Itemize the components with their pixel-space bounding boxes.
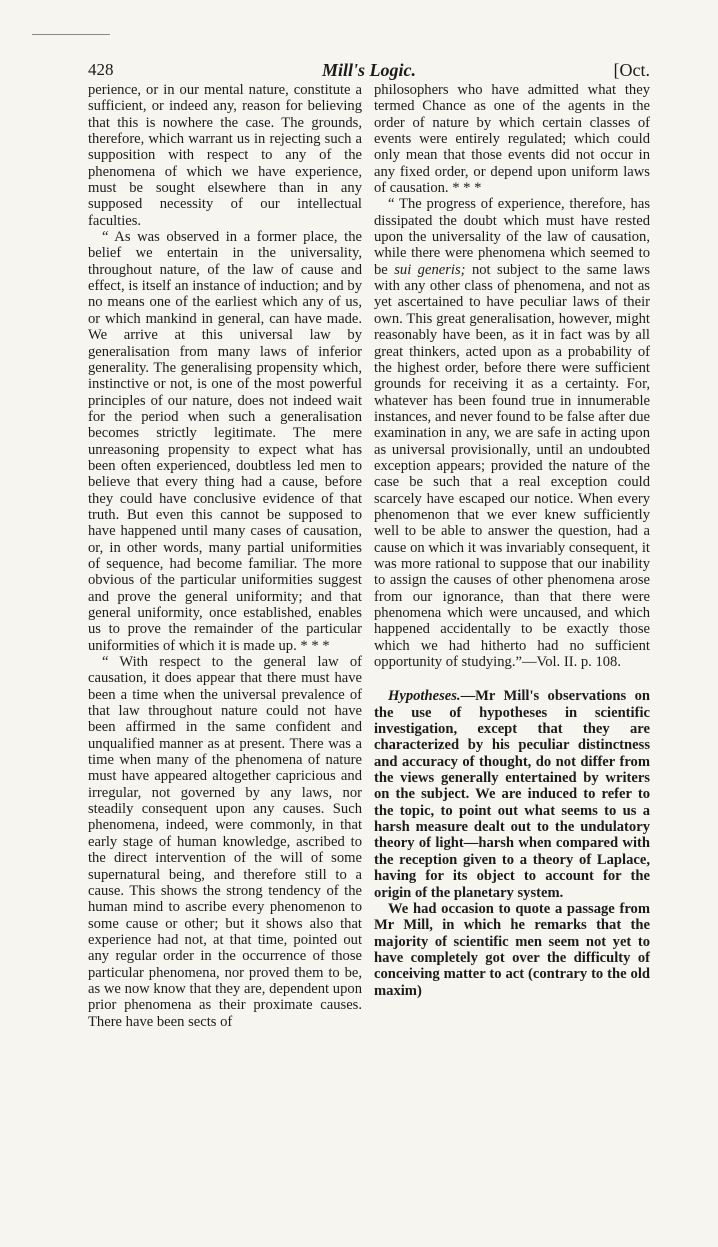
section-heading-hypotheses: Hypotheses. xyxy=(388,688,461,705)
paragraph-chance: philosophers who have admitted what they termed Chance as one of the agents in the order of nature by which certain classes of events were entirely regulated; which could only mean that those events did not occur in any fixed order, or depend upon uniform laws of causation. * * * xyxy=(374,82,650,197)
hypotheses-text: —Mr Mill's observations on the use of hypotheses in scientific investigation, except that they are characterized by his peculiar distinctness and accuracy of thought, do not differ from the views generally entertained by writers on the subject. We are induced to refer to the topic, to point out what seems to us a harsh measure dealt out to the undulatory theory of light—harsh when compared with the reception given to a theory of Laplace, having for its object to account for the origin of the planetary system. xyxy=(374,688,650,901)
top-edge-rule xyxy=(32,34,110,35)
right-column xyxy=(374,82,650,999)
left-column xyxy=(88,82,362,1030)
quotation-text-start: “ The progress of experience, therefore, has dissipated the doubt which must have rested upon the universality of the law of causation, while there were phenomena which seemed to be xyxy=(374,196,650,278)
quotation-paragraph-induction: “ As was observed in a former place, the belief we entertain in the universality, throughout nature, of the law of cause and effect, is itself an instance of induction; and by no means one of the earliest which any of us, or which mankind in general, can have made. We arrive at this universal law by generalisation from many laws of inferior generality. The generalising propensity which, instinctive or not, is one of the most powerful principles of our nature, does not indeed wait for the period when such a generalisation becomes strictly legitimate. The mere unreasoning propensity to expect what has been often experienced, doubtless led men to believe that every thing had a cause, before they could have conclusive evidence of that truth. But even this cannot be supposed to have happened until many cases of causation, or, in other words, many partial uniformities of sequence, had become familiar. The more obvious of the particular uniformities suggest and prove the general uniformity; and that general uniformity, once established, enables us to prove the remainder of the particular uniformities of which it is made up. * * * xyxy=(88,229,362,654)
running-title: Mill's Logic. xyxy=(322,60,416,80)
page-number: 428 xyxy=(88,60,114,79)
running-date: [Oct. xyxy=(613,60,650,80)
quotation-paragraph-progress xyxy=(374,196,650,670)
italic-phrase: sui generis; xyxy=(394,261,466,278)
paragraph-continued: perience, or in our mental nature, constitute a sufficient, or indeed any, reason for believing that this is nowhere the case. The grounds, therefore, which warrant us in rejecting such a supposition with respect to any of the phenomena of which we have experience, must be sought elsewhere than in any supposed necessity of our intellectual faculties. xyxy=(88,82,362,229)
paragraph-quote-passage: We had occasion to quote a passage from Mr Mill, in which he remarks that the majority of scientific men seem not yet to have completely got over the difficulty of conceiving matter to act (contrary to the old maxim) xyxy=(374,900,650,999)
quotation-paragraph-causation: “ With respect to the general law of causation, it does appear that there must have been a time when the universal prevalence of that law throughout nature could not have been affirmed in the same confident and unqualified manner as at present. There was a time when many of the phenomena of nature must have appeared altogether capricious and irregular, not governed by any laws, nor steadily consequent upon any causes. Such phenomena, indeed, were commonly, in that early stage of human knowledge, ascribed to the direct intervention of the will of some supernatural being, and therefore still to a cause. This shows the strong tendency of the human mind to ascribe every phenomenon to some cause or other; but it shows also that experience had not, at that time, pointed out any regular order in the occurrence of those particular phenomena, nor proved them to be, as we now know that they are, dependent upon prior phenomena as their proximate causes. There have been sects of xyxy=(88,654,362,1030)
quotation-text-end: not subject to the same laws with any other class of phenomena, and not as yet ascertained to have peculiar laws of their own. This great generalisation, however, might reasonably have been, as it in fact was by all great thinkers, acted upon as a probability of the highest order, before there were sufficient grounds for receiving it as a certainty. For, whatever has been found true in innumerable instances, and never found to be false after due examination in any, we are safe in acting upon as universal provisionally, until an undoubted exception appears; provided the nature of the case be such that a real exception could scarcely have escaped our notice. When every phenomenon that we ever knew sufficiently well to be able to answer the question, had a cause on which it was invariably consequent, it was more rational to suppose that our inability to assign the causes of other phenomena arose from our ignorance, than that there were phenomena which were uncaused, and which happened accidentally to be exactly those which we had hitherto had no sufficient opportunity of studying.”—Vol. II. p. 108. xyxy=(374,261,650,671)
hypotheses-paragraph xyxy=(374,688,650,900)
